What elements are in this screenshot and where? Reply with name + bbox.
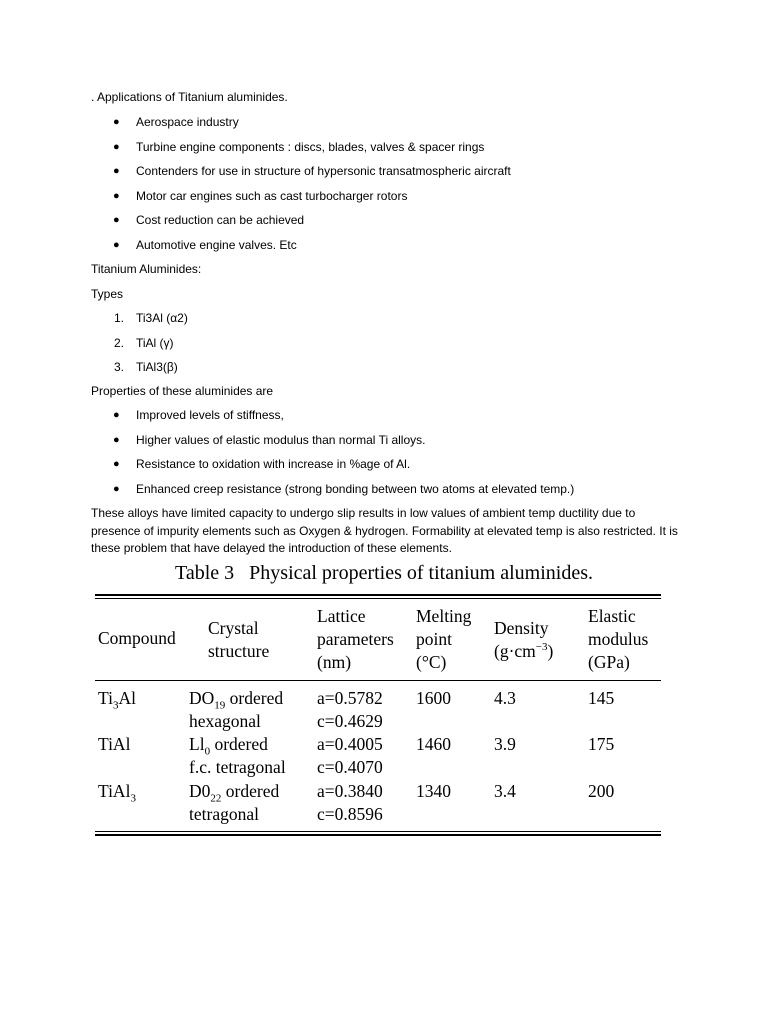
cell-density: 4.3 xyxy=(494,688,516,708)
body-paragraph: These alloys have limited capacity to undergo slip results in low values of ambient temp ductility due to presence of impurity elements such as Oxygen & hydrogen. Formability at elevated temp is also restricted. It is these problem that have delayed the introduction of these elements. xyxy=(91,506,678,555)
header-crystal-2: structure xyxy=(208,641,270,661)
cell-lattice-a: a=0.4005 xyxy=(317,734,383,754)
cell-compound: TiAl$_3$ xyxy=(98,781,136,805)
cell-lattice-a: a=0.3840 xyxy=(317,781,383,801)
bullet-icon: ● xyxy=(113,214,120,226)
header-crystal-1: Crystal xyxy=(208,618,259,638)
applications-heading: . Applications of Titanium aluminides. xyxy=(91,90,288,104)
cell-compound: TiAl xyxy=(98,734,131,754)
cell-elastic: 175 xyxy=(588,734,615,754)
document-page: . Applications of Titanium aluminides. ● Aerospace industry ● Turbine engine components : discs, blades, valves & spacer rings ● Contenders for use in structure of hypersonic transatmospheric aircraft ● Motor car engines such as cast turbocharger rotors ● Cost reduction can be achieved ● Automotive engine valves. Etc Titanium Aluminides: Types 1. Ti3Al (α2) 2. TiAl (γ) 3. TiAl3(β) Properties of these aluminides are ● Improved levels of stiffness, ● Higher values of elastic modulus than normal Ti alloys. ● Resistance to oxidation with increase in %age of Al. ● Enhanced creep resistance (strong bonding between two atoms at elevated temp.) These alloys have limited capacity to undergo slip results in low values of ambient temp ductility due to presence of impurity elements such as Oxygen & hydrogen. Formability at elevated temp is also restricted. It is these problem that have delayed the introduction of these elements. Table 3 Physical properties of titanium aluminides. Compound Crystal structure Lattice parameters (nm) Melting point (°C) Density $(g\cdot cm^{-3})$ Elastic modulus (GPa) $Ti_3Al$ $DO_{19}$ ordered hexagonal a=0.5782 c=0.4629 1600 4.3 145 TiAl $Ll_0$ ordered f.c. tetragonal a=0.4005 c=0.4070 1460 3.9 175 TiAl$_3$ $D0_{22}$ ordered tetragonal a=0.3840 c=0.8596 1340 3.4 200 xyxy=(0,0,768,1024)
header-lattice-2: parameters xyxy=(317,629,394,649)
cell-lattice-c: c=0.4070 xyxy=(317,757,383,777)
cell-lattice-c: c=0.8596 xyxy=(317,804,383,824)
cell-melting: 1600 xyxy=(416,688,451,708)
header-melting-3: (°C) xyxy=(416,652,447,672)
cell-density: 3.4 xyxy=(494,781,516,801)
table-title: Physical properties of titanium aluminides. xyxy=(249,562,593,584)
cell-melting: 1340 xyxy=(416,781,451,801)
aluminides-heading: Titanium Aluminides: xyxy=(91,262,202,276)
bullet-icon: ● xyxy=(113,116,120,128)
header-density-1: Density xyxy=(494,618,549,638)
table-bottom-rule-thick xyxy=(95,834,661,836)
table-header-rule xyxy=(95,680,661,681)
cell-elastic: 145 xyxy=(588,688,615,708)
cell-lattice-c: c=0.4629 xyxy=(317,711,383,731)
list-number: 1. xyxy=(114,311,125,325)
bullet-icon: ● xyxy=(113,165,120,177)
cell-structure-2: tetragonal xyxy=(189,804,259,824)
bullet-icon: ● xyxy=(113,409,120,421)
header-density-2: $(g\cdot cm^{-3})$ xyxy=(494,641,554,661)
header-elastic-3: (GPa) xyxy=(588,652,630,672)
cell-density: 3.9 xyxy=(494,734,516,754)
properties-heading: Properties of these aluminides are xyxy=(91,384,274,398)
cell-structure: $Ll_0$ ordered xyxy=(189,734,268,758)
bullet-icon: ● xyxy=(113,238,120,251)
cell-lattice-a: a=0.5782 xyxy=(317,688,383,708)
table-number: Table 3 xyxy=(175,562,235,584)
bullet-icon: ● xyxy=(113,482,120,495)
header-melting-1: Melting xyxy=(416,606,472,626)
bullet-icon: ● xyxy=(113,433,120,446)
bullet-icon: ● xyxy=(113,189,120,202)
cell-melting: 1460 xyxy=(416,734,451,754)
header-lattice-3: (nm) xyxy=(317,652,352,672)
table-caption xyxy=(0,559,768,587)
table-top-rule xyxy=(95,594,661,596)
bullet-icon: ● xyxy=(113,140,120,153)
types-label: Types xyxy=(91,287,124,301)
bullet-icon: ● xyxy=(113,458,120,470)
header-compound: Compound xyxy=(98,628,176,648)
cell-compound: $Ti_3Al$ xyxy=(98,688,136,712)
header-elastic-2: modulus xyxy=(588,629,649,649)
list-number: 2. xyxy=(114,335,125,350)
header-melting-2: point xyxy=(416,629,452,649)
cell-structure-2: f.c. tetragonal xyxy=(189,757,286,777)
cell-structure: $D0_{22}$ ordered xyxy=(189,781,280,805)
list-number: 3. xyxy=(114,360,125,374)
cell-structure: $DO_{19}$ ordered xyxy=(189,688,284,712)
table-bottom-rule xyxy=(95,831,661,832)
cell-structure-2: hexagonal xyxy=(189,711,261,731)
table-top-rule-thin xyxy=(95,598,661,599)
header-elastic-1: Elastic xyxy=(588,606,636,626)
cell-elastic: 200 xyxy=(588,781,615,801)
header-lattice-1: Lattice xyxy=(317,606,366,626)
